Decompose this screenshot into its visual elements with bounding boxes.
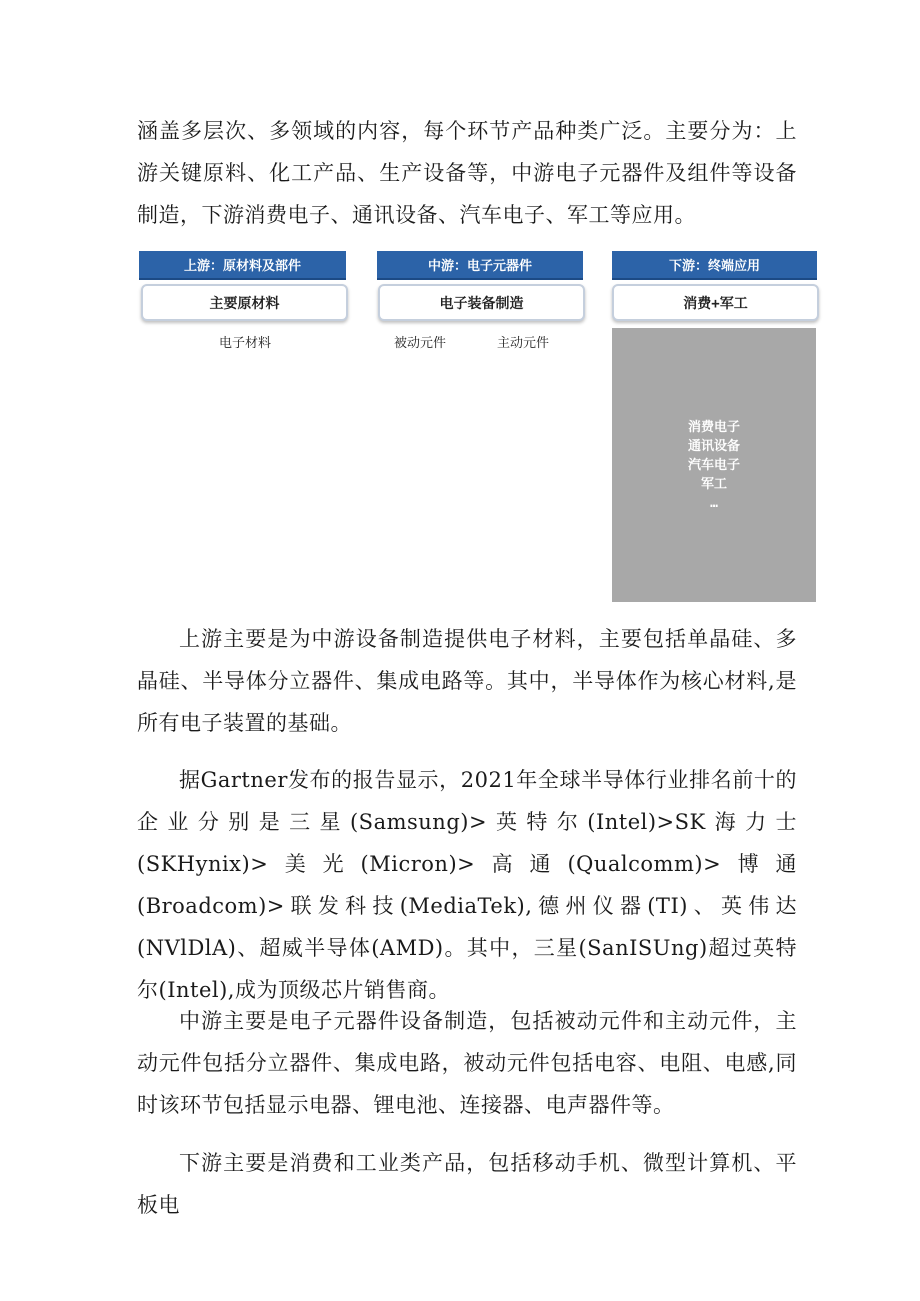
downstream-box: 消费+军工 xyxy=(612,284,819,321)
downstream-item: 通讯设备 xyxy=(687,438,740,454)
upstream-item: 电子材料 xyxy=(219,336,272,351)
midstream-header: 中游：电子元器件 xyxy=(377,251,583,280)
midstream-paragraph: 中游主要是电子元器件设备制造，包括被动元件和主动元件，主动元件包括分立器件、集成电路，被动元件包括电容、电阻、电感,同时该环节包括显示电器、锂电池、连接器、电声器件等。 xyxy=(137,1009,797,1117)
upstream-paragraph: 上游主要是为中游设备制造提供电子材料，主要包括单晶硅、多晶硅、半导体分立器件、集成电路等。其中，半导体作为核心材料,是所有电子装置的基础。 xyxy=(137,627,797,735)
midstream-box: 电子装备制造 xyxy=(378,284,585,321)
gartner-paragraph: 据Gartner发布的报告显示，2021年全球半导体行业排名前十的企业分别是三星(Samsung)>英特尔(Intel)>SK海力士(SKHynix)>美光(Micron)>高通(Qualcomm)>博通(Broadcom)>联发科技(MediaTek),德州仪器(TI)、英伟达(NVlDlA)、超威半导体(AMD)。其中，三星(SanISUng)超过英特尔(Intel),成为顶级芯片销售商。 xyxy=(137,768,797,1002)
downstream-panel xyxy=(612,328,816,602)
midstream-item-passive: 被动元件 xyxy=(394,336,447,351)
downstream-item: 汽车电子 xyxy=(687,457,740,473)
downstream-item: 军工 xyxy=(700,476,727,492)
downstream-header: 下游：终端应用 xyxy=(612,251,817,280)
downstream-paragraph: 下游主要是消费和工业类产品，包括移动手机、微型计算机、平板电 xyxy=(137,1151,797,1217)
upstream-header: 上游：原材料及部件 xyxy=(139,251,346,280)
midstream-item-active: 主动元件 xyxy=(497,336,550,351)
downstream-item: … xyxy=(710,495,718,511)
upstream-box: 主要原材料 xyxy=(141,284,348,321)
intro-paragraph: 涵盖多层次、多领域的内容，每个环节产品种类广泛。主要分为：上游关键原料、化工产品、生产设备等，中游电子元器件及组件等设备制造，下游消费电子、通讯设备、汽车电子、军工等应用。 xyxy=(137,119,797,227)
downstream-item: 消费电子 xyxy=(687,419,740,435)
